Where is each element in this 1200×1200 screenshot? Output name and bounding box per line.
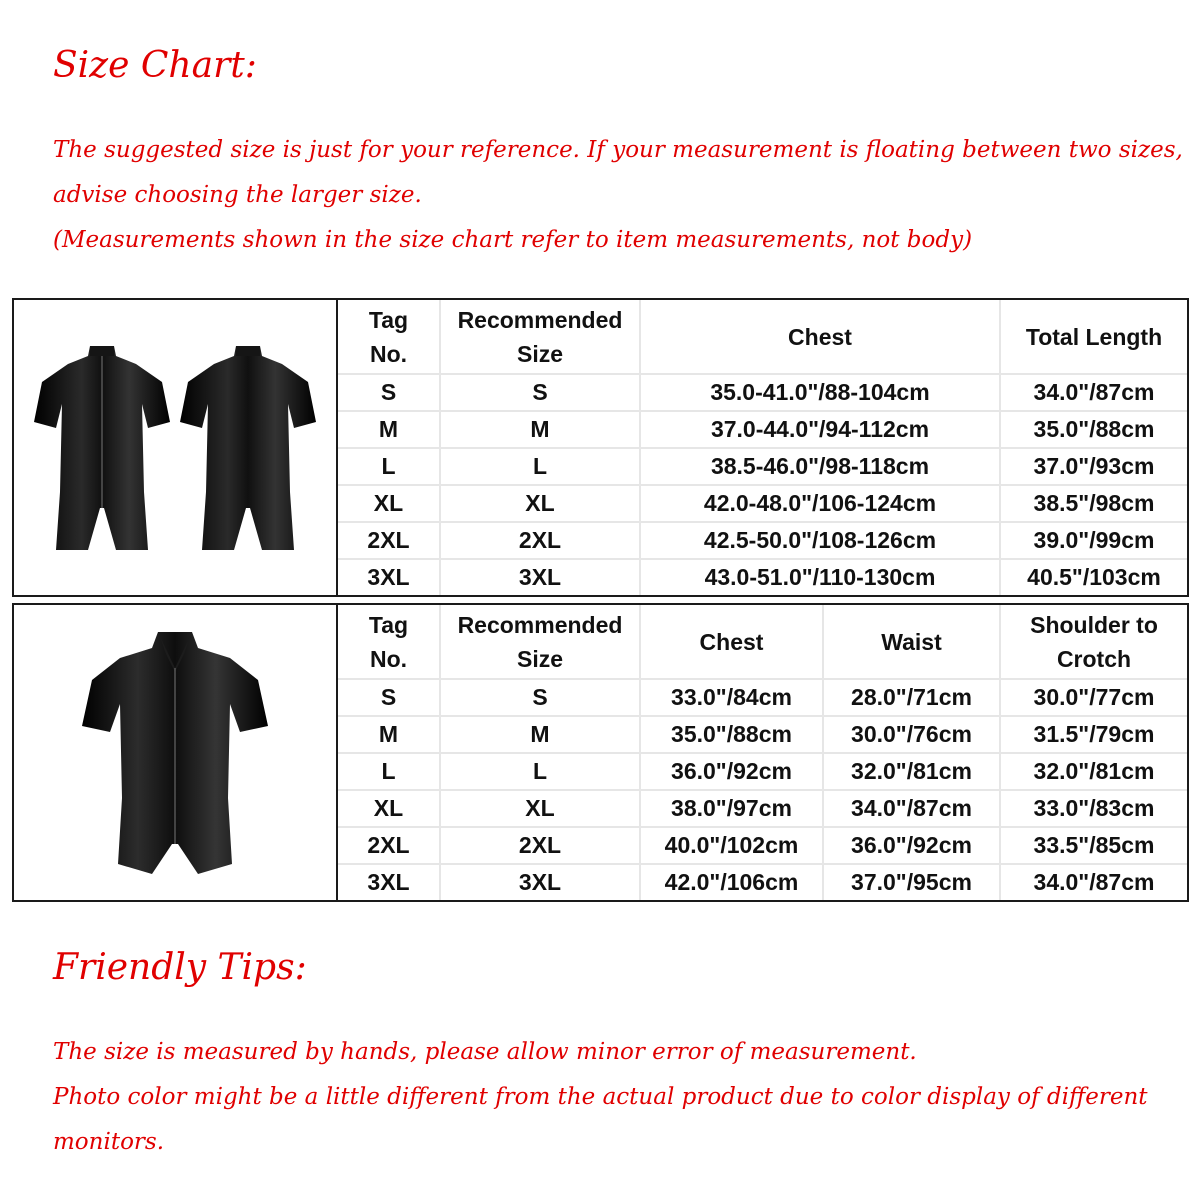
table-cell: 31.5"/79cm xyxy=(1000,716,1187,753)
table-cell: 2XL xyxy=(440,522,640,559)
table-row xyxy=(338,411,1187,448)
table-cell: 36.0"/92cm xyxy=(640,753,823,790)
product-photo-cell-1 xyxy=(14,300,338,595)
header-recommended-size: Recommended Size xyxy=(440,605,640,679)
size-table-2 xyxy=(338,605,1187,900)
size-chart-table-2 xyxy=(12,603,1189,902)
table-cell: S xyxy=(440,679,640,716)
table-cell: 33.0"/84cm xyxy=(640,679,823,716)
table-cell: S xyxy=(338,374,440,411)
table-row xyxy=(338,485,1187,522)
short-sleeve-bodysuit-image xyxy=(80,628,270,878)
friendly-tips-title: Friendly Tips: xyxy=(53,947,307,988)
size-chart-table-1 xyxy=(12,298,1189,597)
table-row xyxy=(338,753,1187,790)
table-row xyxy=(338,448,1187,485)
table-cell: S xyxy=(338,679,440,716)
table-cell: 36.0"/92cm xyxy=(823,827,1000,864)
bodysuit-back-image xyxy=(178,342,318,554)
table-cell: 33.5"/85cm xyxy=(1000,827,1187,864)
table-cell: 2XL xyxy=(440,827,640,864)
table-cell: XL xyxy=(440,485,640,522)
bodysuit-front-image xyxy=(32,342,172,554)
table-row xyxy=(338,679,1187,716)
table-cell: 40.5"/103cm xyxy=(1000,559,1187,595)
table-cell: 34.0"/87cm xyxy=(1000,374,1187,411)
header-total-length: Total Length xyxy=(1000,300,1187,374)
table-cell: XL xyxy=(338,790,440,827)
table-row xyxy=(338,716,1187,753)
tip-line-2: Photo color might be a little different from the actual product due to color display of different monitors. xyxy=(53,1084,1148,1155)
table-cell: 38.5-46.0"/98-118cm xyxy=(640,448,1000,485)
table-cell: 32.0"/81cm xyxy=(1000,753,1187,790)
table-cell: XL xyxy=(338,485,440,522)
table-cell: M xyxy=(440,411,640,448)
table-cell: 32.0"/81cm xyxy=(823,753,1000,790)
table-row xyxy=(338,864,1187,900)
table-row xyxy=(338,790,1187,827)
header-tag-no: Tag No. xyxy=(338,605,440,679)
table-cell: 2XL xyxy=(338,827,440,864)
header-recommended-size: Recommended Size xyxy=(440,300,640,374)
intro-line-1: The suggested size is just for your reference. If your measurement is floating between two sizes, advise choosing the larger size. xyxy=(53,137,1183,208)
table-row xyxy=(338,827,1187,864)
table-cell: 30.0"/76cm xyxy=(823,716,1000,753)
table-cell: 34.0"/87cm xyxy=(1000,864,1187,900)
table-row xyxy=(338,374,1187,411)
table-cell: 35.0"/88cm xyxy=(1000,411,1187,448)
table-cell: 37.0-44.0"/94-112cm xyxy=(640,411,1000,448)
table-cell: M xyxy=(440,716,640,753)
table-row xyxy=(338,522,1187,559)
header-chest: Chest xyxy=(640,300,1000,374)
header-tag-no: Tag No. xyxy=(338,300,440,374)
table-cell: 43.0-51.0"/110-130cm xyxy=(640,559,1000,595)
table-cell: M xyxy=(338,716,440,753)
table-cell: 30.0"/77cm xyxy=(1000,679,1187,716)
table-cell: 35.0-41.0"/88-104cm xyxy=(640,374,1000,411)
tip-line-1: The size is measured by hands, please allow minor error of measurement. xyxy=(53,1039,917,1065)
product-photo-cell-2 xyxy=(14,605,338,900)
table-cell: S xyxy=(440,374,640,411)
table-cell: 42.0-48.0"/106-124cm xyxy=(640,485,1000,522)
header-shoulder-to-crotch: Shoulder to Crotch xyxy=(1000,605,1187,679)
table-cell: 3XL xyxy=(440,864,640,900)
intro-note xyxy=(53,128,1183,263)
table-cell: 28.0"/71cm xyxy=(823,679,1000,716)
table-cell: 37.0"/93cm xyxy=(1000,448,1187,485)
table-cell: 42.5-50.0"/108-126cm xyxy=(640,522,1000,559)
table-cell: 3XL xyxy=(367,869,410,896)
table-header-row xyxy=(338,300,1187,374)
table-cell: 3XL xyxy=(367,564,410,591)
table-cell: 2XL xyxy=(338,522,440,559)
table-cell: 38.0"/97cm xyxy=(640,790,823,827)
table-cell: 34.0"/87cm xyxy=(823,790,1000,827)
size-chart-title: Size Chart: xyxy=(53,45,257,86)
table-cell: XL xyxy=(440,790,640,827)
table-cell: L xyxy=(338,448,440,485)
table-cell: 38.5"/98cm xyxy=(1000,485,1187,522)
table-cell: 40.0"/102cm xyxy=(640,827,823,864)
table-cell: L xyxy=(338,753,440,790)
table-cell: L xyxy=(440,753,640,790)
table-cell: 39.0"/99cm xyxy=(1000,522,1187,559)
table-cell: 42.0"/106cm xyxy=(640,864,823,900)
header-chest: Chest xyxy=(640,605,823,679)
table-cell: 3XL xyxy=(440,559,640,595)
header-waist: Waist xyxy=(823,605,1000,679)
tips-note xyxy=(53,1030,1183,1165)
table-row xyxy=(338,559,1187,595)
size-table-1 xyxy=(338,300,1187,595)
table-header-row xyxy=(338,605,1187,679)
table-cell: 33.0"/83cm xyxy=(1000,790,1187,827)
table-cell: M xyxy=(338,411,440,448)
table-cell: 37.0"/95cm xyxy=(823,864,1000,900)
intro-line-2: (Measurements shown in the size chart refer to item measurements, not body) xyxy=(53,227,973,253)
table-cell: 35.0"/88cm xyxy=(640,716,823,753)
table-cell: L xyxy=(440,448,640,485)
